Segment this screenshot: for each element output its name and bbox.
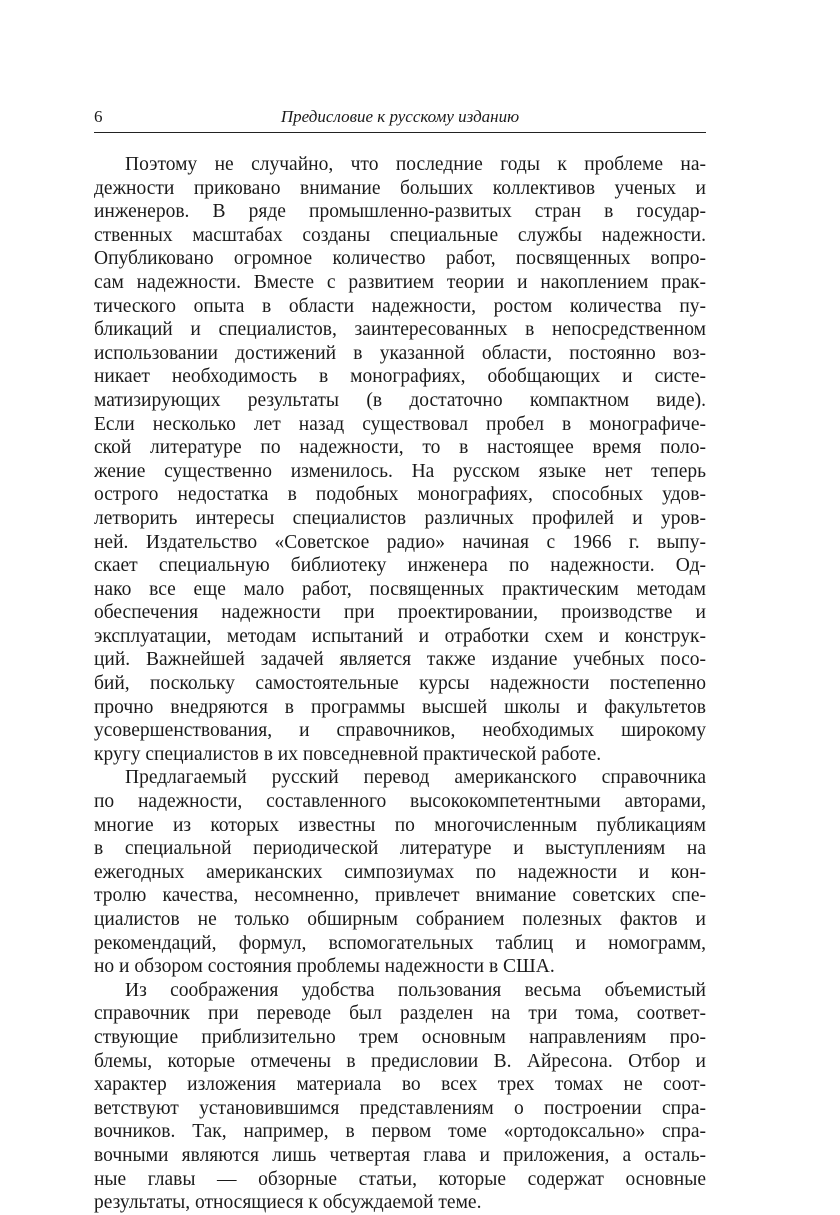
text-line: Из соображения удобства пользования весьма объемистый bbox=[125, 979, 706, 1001]
text-line: блемы, которые отмечены в предисловии В. Айресона. Отбор и bbox=[94, 1050, 706, 1072]
text-line: сам надежности. Вместе с развитием теории и накоплением прак- bbox=[94, 271, 706, 293]
text-line: ные главы — обзорные статьи, которые содержат основные bbox=[94, 1168, 706, 1190]
text-line: ежегодных американских симпозиумах по надежности и кон- bbox=[94, 861, 706, 883]
paragraph-1 bbox=[94, 153, 706, 766]
text-line: бликаций и специалистов, заинтересованных в непосредственном bbox=[94, 319, 706, 341]
text-line: усовершенствования, и справочников, необходимых широкому bbox=[94, 720, 706, 742]
text-line: эксплуатации, методам испытаний и отработки схем и конструк- bbox=[94, 625, 706, 647]
text-line: Если несколько лет назад существовал пробел в монографиче- bbox=[94, 413, 706, 435]
text-line: ций. Важнейшей задачей является также издание учебных посо- bbox=[94, 649, 706, 671]
text-line: ской литературе по надежности, то в настоящее время поло- bbox=[94, 437, 706, 459]
text-line: никает необходимость в монографиях, обобщающих и систе- bbox=[94, 366, 706, 388]
text-line: ствующие приблизительно трем основным направлениям про- bbox=[94, 1026, 706, 1048]
text-line: ственных масштабах созданы специальные службы надежности. bbox=[94, 224, 706, 246]
text-line: по надежности, составленного высококомпетентными авторами, bbox=[94, 791, 706, 813]
text-line: тролю качества, несомненно, привлечет внимание советских спе- bbox=[94, 885, 706, 907]
body-text bbox=[94, 153, 706, 1215]
text-line: но и обзором состояния проблемы надежности в США. bbox=[94, 956, 555, 978]
text-line: вочными являются лишь четвертая глава и приложения, а осталь- bbox=[94, 1144, 706, 1166]
text-line: Опубликовано огромное количество работ, посвященных вопро- bbox=[94, 248, 706, 270]
text-line: прочно внедряются в программы высшей школы и факультетов bbox=[94, 696, 706, 718]
text-line: Предлагаемый русский перевод американского справочника bbox=[125, 767, 706, 789]
text-line: жение существенно изменилось. На русском языке нет теперь bbox=[94, 460, 706, 482]
text-line: многие из которых известны по многочисленным публикациям bbox=[94, 814, 706, 836]
text-line: летворить интересы специалистов различных профилей и уров- bbox=[94, 507, 706, 529]
text-line: вочников. Так, например, в первом томе «ортодоксально» спра- bbox=[94, 1121, 706, 1143]
text-line: инженеров. В ряде промышленно-развитых стран в государ- bbox=[94, 201, 706, 223]
text-line: рекомендаций, формул, вспомогательных таблиц и номограмм, bbox=[94, 932, 706, 954]
text-line: в специальной периодической литературе и выступлениям на bbox=[94, 838, 706, 860]
text-line: кругу специалистов в их повседневной практической работе. bbox=[94, 743, 602, 765]
paragraph-2 bbox=[94, 766, 706, 978]
text-line: результаты, относящиеся к обсуждаемой теме. bbox=[94, 1192, 482, 1214]
text-line: скает специальную библиотеку инженера по надежности. Од- bbox=[94, 555, 706, 577]
text-line: дежности приковано внимание больших коллективов ученых и bbox=[94, 177, 706, 199]
text-line: ней. Издательство «Советское радио» начиная с 1966 г. выпу- bbox=[94, 531, 706, 553]
paragraph-3 bbox=[94, 979, 706, 1215]
text-line: циалистов не только обширным собранием полезных фактов и bbox=[94, 909, 706, 930]
text-line: справочник при переводе был разделен на три тома, соответ- bbox=[94, 1003, 706, 1025]
running-head bbox=[94, 102, 706, 133]
text-line: тического опыта в области надежности, ростом количества пу- bbox=[94, 295, 706, 317]
text-line: обеспечения надежности при проектировании, производстве и bbox=[94, 602, 706, 624]
text-line: матизирующих результаты (в достаточно компактном виде). bbox=[94, 389, 706, 411]
text-line: ветствуют установившимся представлениям о построении спра- bbox=[94, 1097, 706, 1119]
text-line: острого недостатка в подобных монографиях, способных удов- bbox=[94, 484, 706, 506]
text-line: использовании достижений в указанной области, постоянно воз- bbox=[94, 342, 706, 364]
text-line: нако все еще мало работ, посвященных практическим методам bbox=[94, 578, 706, 600]
page-number: 6 bbox=[94, 107, 103, 126]
text-line: бий, поскольку самостоятельные курсы надежности постепенно bbox=[94, 673, 706, 695]
running-title: Предисловие к русскому изданию bbox=[280, 107, 520, 126]
text-line: Поэтому не случайно, что последние годы к проблеме на- bbox=[125, 154, 706, 175]
text-line: характер изложения материала во всех трех томах не соот- bbox=[94, 1074, 706, 1096]
